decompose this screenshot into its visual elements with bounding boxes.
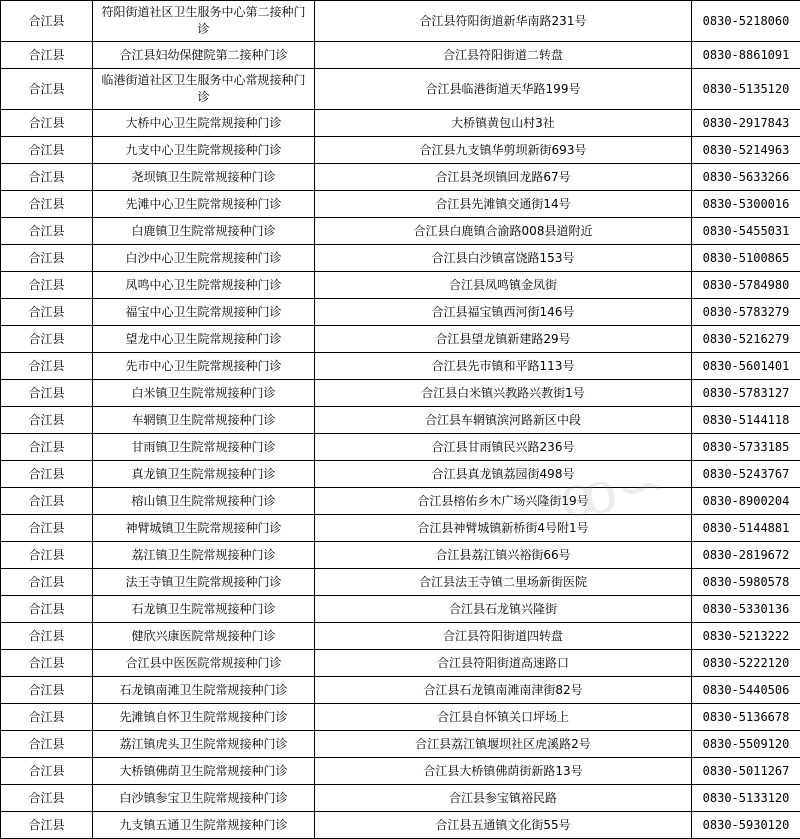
address-cell: 大桥镇黄包山村3社 — [315, 110, 692, 137]
table-row — [1, 569, 800, 596]
clinic-name-cell: 合江县中医医院常规接种门诊 — [93, 650, 315, 677]
table-row — [1, 272, 800, 299]
county-cell: 合江县 — [1, 731, 93, 758]
table-row — [1, 677, 800, 704]
phone-cell: 0830-8900204 — [692, 488, 800, 515]
table-row — [1, 245, 800, 272]
address-cell: 合江县大桥镇佛荫街新路13号 — [315, 758, 692, 785]
address-cell: 合江县先滩镇交通街14号 — [315, 191, 692, 218]
clinic-name-cell: 先滩镇自怀卫生院常规接种门诊 — [93, 704, 315, 731]
county-cell: 合江县 — [1, 461, 93, 488]
address-cell: 合江县福宝镇西河街146号 — [315, 299, 692, 326]
table-row — [1, 299, 800, 326]
address-cell: 合江县凤鸣镇金凤街 — [315, 272, 692, 299]
phone-cell: 0830-5135120 — [692, 69, 800, 110]
phone-cell: 0830-5144881 — [692, 515, 800, 542]
phone-cell: 0830-5783279 — [692, 299, 800, 326]
phone-cell: 0830-5213222 — [692, 623, 800, 650]
phone-cell: 0830-5980578 — [692, 569, 800, 596]
table-row — [1, 596, 800, 623]
county-cell: 合江县 — [1, 623, 93, 650]
address-cell: 合江县神臂城镇新桥街4号附1号 — [315, 515, 692, 542]
table-row — [1, 164, 800, 191]
clinic-name-cell: 车辋镇卫生院常规接种门诊 — [93, 407, 315, 434]
phone-cell: 0830-5440506 — [692, 677, 800, 704]
table-row — [1, 69, 800, 110]
county-cell: 合江县 — [1, 69, 93, 110]
table-row — [1, 704, 800, 731]
county-cell: 合江县 — [1, 569, 93, 596]
clinic-name-cell: 白沙镇参宝卫生院常规接种门诊 — [93, 785, 315, 812]
address-cell: 合江县符阳街道高速路口 — [315, 650, 692, 677]
address-cell: 合江县白沙镇富饶路153号 — [315, 245, 692, 272]
table-row — [1, 434, 800, 461]
clinic-name-cell: 石龙镇南滩卫生院常规接种门诊 — [93, 677, 315, 704]
address-cell: 合江县甘雨镇民兴路236号 — [315, 434, 692, 461]
address-cell: 合江县符阳街道新华南路231号 — [315, 1, 692, 42]
county-cell: 合江县 — [1, 272, 93, 299]
table-row — [1, 1, 800, 42]
address-cell: 合江县参宝镇裕民路 — [315, 785, 692, 812]
address-cell: 合江县白米镇兴教路兴教街1号 — [315, 380, 692, 407]
county-cell: 合江县 — [1, 677, 93, 704]
phone-cell: 0830-5216279 — [692, 326, 800, 353]
table-row — [1, 758, 800, 785]
clinic-name-cell: 合江县妇幼保健院第二接种门诊 — [93, 42, 315, 69]
address-cell: 合江县九支镇华剪坝新街693号 — [315, 137, 692, 164]
county-cell: 合江县 — [1, 137, 93, 164]
county-cell: 合江县 — [1, 785, 93, 812]
table-row — [1, 650, 800, 677]
phone-cell: 0830-2819672 — [692, 542, 800, 569]
clinic-name-cell: 白鹿镇卫生院常规接种门诊 — [93, 218, 315, 245]
clinic-name-cell: 健欣兴康医院常规接种门诊 — [93, 623, 315, 650]
clinic-name-cell: 九支镇五通卫生院常规接种门诊 — [93, 812, 315, 839]
clinic-name-cell: 符阳街道社区卫生服务中心第二接种门诊 — [93, 1, 315, 42]
address-cell: 合江县石龙镇南滩南津街82号 — [315, 677, 692, 704]
phone-cell: 0830-5930120 — [692, 812, 800, 839]
table-row — [1, 461, 800, 488]
address-cell: 合江县荔江镇堰坝社区虎溪路2号 — [315, 731, 692, 758]
address-cell: 合江县法王寺镇二里场新街医院 — [315, 569, 692, 596]
phone-cell: 0830-2917843 — [692, 110, 800, 137]
clinic-name-cell: 荔江镇虎头卫生院常规接种门诊 — [93, 731, 315, 758]
phone-cell: 0830-5222120 — [692, 650, 800, 677]
table-row — [1, 731, 800, 758]
county-cell: 合江县 — [1, 812, 93, 839]
county-cell: 合江县 — [1, 326, 93, 353]
county-cell: 合江县 — [1, 380, 93, 407]
clinic-name-cell: 先滩中心卫生院常规接种门诊 — [93, 191, 315, 218]
table-row — [1, 623, 800, 650]
county-cell: 合江县 — [1, 542, 93, 569]
county-cell: 合江县 — [1, 353, 93, 380]
county-cell: 合江县 — [1, 434, 93, 461]
county-cell: 合江县 — [1, 164, 93, 191]
phone-cell: 0830-5133120 — [692, 785, 800, 812]
address-cell: 合江县榕佑乡木广场兴隆街19号 — [315, 488, 692, 515]
county-cell: 合江县 — [1, 407, 93, 434]
table-row — [1, 380, 800, 407]
clinic-name-cell: 九支中心卫生院常规接种门诊 — [93, 137, 315, 164]
clinic-name-cell: 神臂城镇卫生院常规接种门诊 — [93, 515, 315, 542]
phone-cell: 0830-5100865 — [692, 245, 800, 272]
table-row — [1, 110, 800, 137]
address-cell: 合江县先市镇和平路113号 — [315, 353, 692, 380]
phone-cell: 0830-5601401 — [692, 353, 800, 380]
clinic-name-cell: 白沙中心卫生院常规接种门诊 — [93, 245, 315, 272]
clinic-name-cell: 先市中心卫生院常规接种门诊 — [93, 353, 315, 380]
county-cell: 合江县 — [1, 1, 93, 42]
county-cell: 合江县 — [1, 110, 93, 137]
phone-cell: 0830-5218060 — [692, 1, 800, 42]
county-cell: 合江县 — [1, 488, 93, 515]
county-cell: 合江县 — [1, 596, 93, 623]
clinic-name-cell: 石龙镇卫生院常规接种门诊 — [93, 596, 315, 623]
clinic-name-cell: 法王寺镇卫生院常规接种门诊 — [93, 569, 315, 596]
phone-cell: 0830-5011267 — [692, 758, 800, 785]
watermark-logo: ꝏ∽ — [554, 449, 670, 532]
clinic-name-cell: 甘雨镇卫生院常规接种门诊 — [93, 434, 315, 461]
address-cell: 合江县符阳街道二转盘 — [315, 42, 692, 69]
phone-cell: 0830-5783127 — [692, 380, 800, 407]
address-cell: 合江县石龙镇兴隆街 — [315, 596, 692, 623]
table-body — [1, 1, 800, 839]
phone-cell: 0830-8861091 — [692, 42, 800, 69]
phone-cell: 0830-5733185 — [692, 434, 800, 461]
phone-cell: 0830-5509120 — [692, 731, 800, 758]
clinic-name-cell: 福宝中心卫生院常规接种门诊 — [93, 299, 315, 326]
address-cell: 合江县符阳街道四转盘 — [315, 623, 692, 650]
clinic-name-cell: 大桥镇佛荫卫生院常规接种门诊 — [93, 758, 315, 785]
phone-cell: 0830-5330136 — [692, 596, 800, 623]
table-row — [1, 137, 800, 164]
phone-cell: 0830-5243767 — [692, 461, 800, 488]
clinic-name-cell: 尧坝镇卫生院常规接种门诊 — [93, 164, 315, 191]
phone-cell: 0830-5136678 — [692, 704, 800, 731]
table-row — [1, 407, 800, 434]
table-row — [1, 785, 800, 812]
county-cell: 合江县 — [1, 758, 93, 785]
county-cell: 合江县 — [1, 191, 93, 218]
table-row — [1, 326, 800, 353]
table-row — [1, 353, 800, 380]
clinic-name-cell: 白米镇卫生院常规接种门诊 — [93, 380, 315, 407]
clinic-name-cell: 真龙镇卫生院常规接种门诊 — [93, 461, 315, 488]
phone-cell: 0830-5300016 — [692, 191, 800, 218]
table-row — [1, 488, 800, 515]
address-cell: 合江县五通镇文化街55号 — [315, 812, 692, 839]
clinic-name-cell: 临港街道社区卫生服务中心常规接种门诊 — [93, 69, 315, 110]
clinic-name-cell: 榕山镇卫生院常规接种门诊 — [93, 488, 315, 515]
clinic-name-cell: 望龙中心卫生院常规接种门诊 — [93, 326, 315, 353]
phone-cell: 0830-5784980 — [692, 272, 800, 299]
clinic-name-cell: 凤鸣中心卫生院常规接种门诊 — [93, 272, 315, 299]
address-cell: 合江县真龙镇荔园街498号 — [315, 461, 692, 488]
table-row — [1, 515, 800, 542]
address-cell: 合江县白鹿镇合渝路008县道附近 — [315, 218, 692, 245]
address-cell: 合江县自怀镇关口坪场上 — [315, 704, 692, 731]
table-row — [1, 191, 800, 218]
county-cell: 合江县 — [1, 704, 93, 731]
table-row — [1, 812, 800, 839]
county-cell: 合江县 — [1, 515, 93, 542]
county-cell: 合江县 — [1, 650, 93, 677]
address-cell: 合江县望龙镇新建路29号 — [315, 326, 692, 353]
phone-cell: 0830-5144118 — [692, 407, 800, 434]
address-cell: 合江县临港街道天华路199号 — [315, 69, 692, 110]
county-cell: 合江县 — [1, 299, 93, 326]
clinic-name-cell: 大桥中心卫生院常规接种门诊 — [93, 110, 315, 137]
phone-cell: 0830-5214963 — [692, 137, 800, 164]
phone-cell: 0830-5455031 — [692, 218, 800, 245]
table-row — [1, 542, 800, 569]
address-cell: 合江县车辋镇滨河路新区中段 — [315, 407, 692, 434]
county-cell: 合江县 — [1, 42, 93, 69]
address-cell: 合江县荔江镇兴裕街66号 — [315, 542, 692, 569]
table-row — [1, 218, 800, 245]
clinic-name-cell: 荔江镇卫生院常规接种门诊 — [93, 542, 315, 569]
county-cell: 合江县 — [1, 245, 93, 272]
phone-cell: 0830-5633266 — [692, 164, 800, 191]
county-cell: 合江县 — [1, 218, 93, 245]
address-cell: 合江县尧坝镇回龙路67号 — [315, 164, 692, 191]
table-row — [1, 42, 800, 69]
